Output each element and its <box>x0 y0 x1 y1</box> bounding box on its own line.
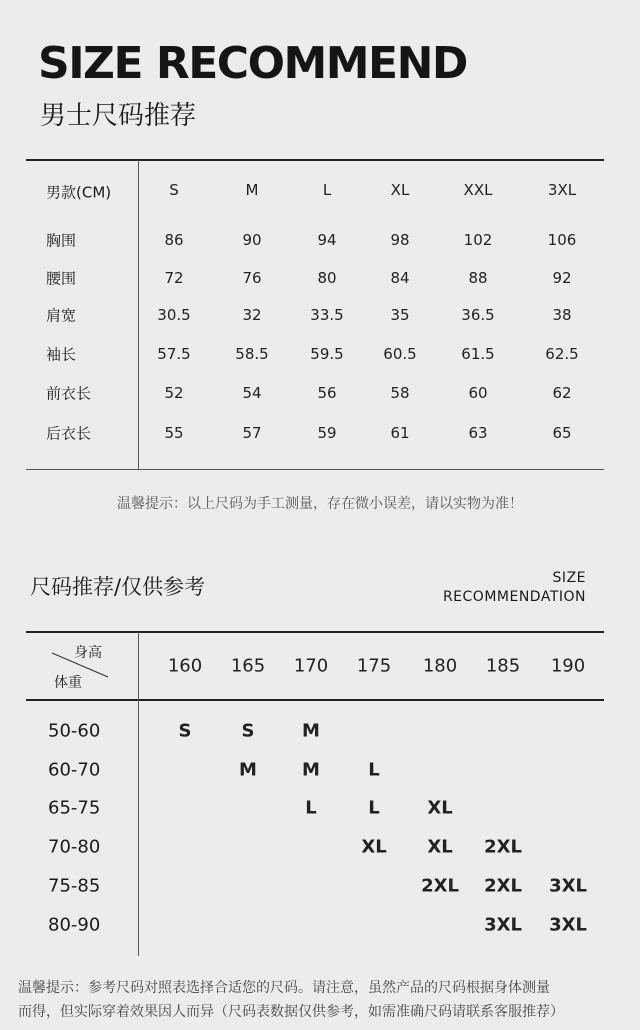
fit-note-line2: 而得，但实际穿着效果因人而异（尺码表数据仅供参考，如需准确尺码请联系客服推荐） <box>18 1004 564 1020</box>
height-header-cell: 160 <box>167 655 203 677</box>
size-value-cell: 57 <box>242 424 262 442</box>
recommend-title-en-line1: SIZE <box>552 570 586 586</box>
size-header-cell: S <box>169 181 179 199</box>
size-value-cell: 92 <box>552 269 572 287</box>
weight-row-label: 50-60 <box>48 720 101 742</box>
fit-note-line1: 温馨提示：参考尺码对照表选择合适您的尺码。请注意，虽然产品的尺码根据身体测量 <box>18 980 550 996</box>
size-value-cell: 72 <box>164 269 184 287</box>
recommended-size-cell: 2XL <box>421 875 459 897</box>
recommended-size-cell: L <box>368 797 380 819</box>
height-header-cell: 170 <box>293 655 329 677</box>
height-header-cell: 165 <box>230 655 266 677</box>
size-table-header-label: 男款(CM) <box>46 183 112 202</box>
recommended-size-cell: S <box>178 720 192 742</box>
weight-row-label: 70-80 <box>48 836 101 858</box>
recommend-table-top-border <box>26 631 604 633</box>
weight-row-label: 80-90 <box>48 914 101 936</box>
size-value-cell: 84 <box>390 269 410 287</box>
size-value-cell: 94 <box>317 231 337 249</box>
height-header-cell: 185 <box>485 655 521 677</box>
size-row-label: 后衣长 <box>46 424 92 443</box>
recommended-size-cell: L <box>368 759 380 781</box>
size-value-cell: 98 <box>390 231 410 249</box>
size-value-cell: 76 <box>242 269 262 287</box>
size-value-cell: 102 <box>463 231 493 249</box>
recommended-size-cell: M <box>302 720 320 742</box>
measurement-note: 温馨提示：以上尺码为手工测量，存在微小误差，请以实物为准！ <box>117 496 523 512</box>
recommended-size-cell: 2XL <box>484 836 522 858</box>
recommended-size-cell: 3XL <box>549 875 587 897</box>
size-table-divider <box>138 160 139 469</box>
recommended-size-cell: M <box>302 759 320 781</box>
weight-row-label: 60-70 <box>48 759 101 781</box>
recommended-size-cell: XL <box>361 836 387 858</box>
size-value-cell: 58.5 <box>235 345 269 363</box>
size-value-cell: 59 <box>317 424 337 442</box>
size-value-cell: 65 <box>552 424 572 442</box>
size-value-cell: 33.5 <box>310 306 344 324</box>
size-value-cell: 58 <box>390 384 410 402</box>
recommend-title-en <box>443 569 586 607</box>
size-row-label: 前衣长 <box>46 384 92 403</box>
size-value-cell: 35 <box>390 306 410 324</box>
weight-row-label: 65-75 <box>48 797 101 819</box>
size-value-cell: 106 <box>547 231 577 249</box>
weight-row-label: 75-85 <box>48 875 101 897</box>
size-value-cell: 86 <box>164 231 184 249</box>
size-value-cell: 59.5 <box>310 345 344 363</box>
size-row-label: 胸围 <box>46 231 77 250</box>
size-row-label: 肩宽 <box>46 306 77 325</box>
size-value-cell: 80 <box>317 269 337 287</box>
size-value-cell: 56 <box>317 384 337 402</box>
size-value-cell: 52 <box>164 384 184 402</box>
size-header-cell: M <box>245 181 259 199</box>
size-value-cell: 32 <box>242 306 262 324</box>
size-header-cell: L <box>322 181 332 199</box>
size-value-cell: 63 <box>468 424 488 442</box>
size-header-cell: 3XL <box>547 181 577 199</box>
recommend-table-header-border <box>26 699 604 701</box>
size-row-label: 腰围 <box>46 269 77 288</box>
recommended-size-cell: M <box>239 759 257 781</box>
recommended-size-cell: 3XL <box>549 914 587 936</box>
page-subtitle: 男士尺码推荐 <box>40 101 197 131</box>
recommend-title-en-line2: RECOMMENDATION <box>442 589 586 605</box>
height-header-cell: 190 <box>550 655 586 677</box>
size-row-label: 袖长 <box>46 345 77 364</box>
size-value-cell: 62.5 <box>545 345 579 363</box>
size-value-cell: 30.5 <box>157 306 191 324</box>
size-value-cell: 90 <box>242 231 262 249</box>
recommended-size-cell: XL <box>427 797 453 819</box>
size-table-bottom-border <box>26 469 604 470</box>
recommended-size-cell: 2XL <box>484 875 522 897</box>
size-value-cell: 36.5 <box>461 306 495 324</box>
size-value-cell: 61.5 <box>461 345 495 363</box>
size-value-cell: 57.5 <box>157 345 191 363</box>
height-header-cell: 175 <box>356 655 392 677</box>
page-title: SIZE RECOMMEND <box>38 38 467 89</box>
height-header-label: 身高 <box>74 645 102 661</box>
weight-header-label: 体重 <box>54 675 82 691</box>
recommended-size-cell: S <box>241 720 255 742</box>
size-value-cell: 60 <box>468 384 488 402</box>
height-header-cell: 180 <box>422 655 458 677</box>
size-value-cell: 38 <box>552 306 572 324</box>
fit-note <box>18 976 628 1024</box>
size-value-cell: 60.5 <box>383 345 417 363</box>
size-value-cell: 54 <box>242 384 262 402</box>
recommend-title: 尺码推荐/仅供参考 <box>30 575 206 599</box>
recommended-size-cell: L <box>305 797 317 819</box>
size-value-cell: 61 <box>390 424 410 442</box>
size-value-cell: 62 <box>552 384 572 402</box>
size-value-cell: 88 <box>468 269 488 287</box>
recommended-size-cell: 3XL <box>484 914 522 936</box>
recommend-table-divider <box>138 632 139 956</box>
size-header-cell: XL <box>390 181 410 199</box>
size-header-cell: XXL <box>463 181 493 199</box>
recommended-size-cell: XL <box>427 836 453 858</box>
size-value-cell: 55 <box>164 424 184 442</box>
size-table-top-border <box>26 159 604 161</box>
